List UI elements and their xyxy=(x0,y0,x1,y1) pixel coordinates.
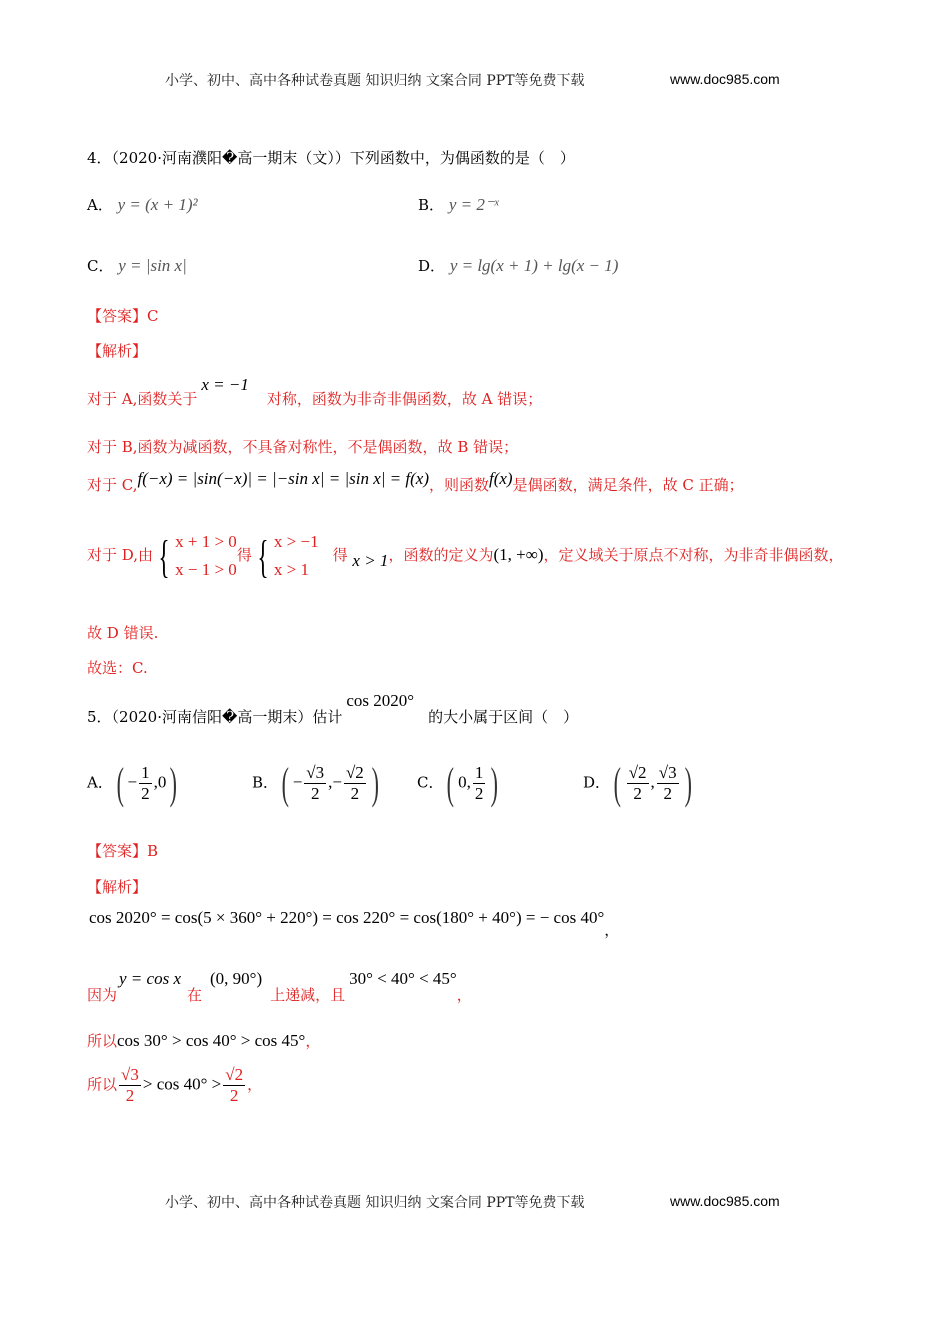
q4-line-a: 对于 A,函数关于x = −1对称，函数为非奇非偶函数，故 A 错误； xyxy=(87,375,543,408)
q4-line-c: 对于 C,f(−x) = |sin(−x)| = |−sin x| = |sin x| = f(x)，则函数f(x)是偶函数，满足条件，故 C 正确； xyxy=(87,469,744,494)
q4-option-a: A． y = (x + 1)² xyxy=(87,195,198,214)
q4-line-d: 对于 D,由 { x + 1 > 0 x − 1 > 0 得 { x > −1 x > 1 得 x > 1，函数的定义为(1, +∞)，定义域关于原点不对称，为非奇非偶函数， xyxy=(87,530,844,582)
q5-stem: 5．（2020·河南信阳�高一期末）估计cos 2020°的大小属于区间（ ） xyxy=(87,691,579,726)
q5-line-3: 所以cos 30° > cos 40° > cos 45°， xyxy=(87,1031,321,1050)
q4-line-d2: 故 D 错误. xyxy=(87,624,159,642)
q5-analysis-label: 【解析】 xyxy=(87,878,148,896)
q4-line-b: 对于 B,函数为减函数，不具备对称性，不是偶函数，故 B 错误； xyxy=(87,438,519,456)
q4-analysis-label: 【解析】 xyxy=(87,342,148,360)
header-site-link[interactable]: www.doc985.com xyxy=(670,71,780,87)
q5-line-1: cos 2020° = cos(5 × 360° + 220°) = cos 220° = cos(180° + 40°) = − cos 40°， xyxy=(89,908,620,939)
q5-answer: 【答案】B xyxy=(87,842,159,860)
q4-stem: 4．（2020·河南濮阳�高一期末（文））下列函数中，为偶函数的是（ ） xyxy=(87,149,575,167)
q4-option-b: B． y = 2⁻ˣ xyxy=(418,195,499,214)
footer-site-link[interactable]: www.doc985.com xyxy=(670,1193,780,1209)
q5-option-d: D．( $\frac{√2}{2}$ , $\frac{√3}{2}$ ) xyxy=(583,759,692,808)
q4-option-d: D． y = lg(x + 1) + lg(x − 1) xyxy=(418,256,619,275)
q4-choose: 故选：C. xyxy=(87,659,148,677)
q5-line-4: 所以 $\frac{√3}{2}$ > cos 40° > $\frac{√2}{2}$ ， xyxy=(87,1065,263,1105)
q5-option-a: A．( − $\frac{1}{2}$ ,0) xyxy=(87,759,178,808)
q4-option-c: C． y = |sin x| xyxy=(87,256,187,275)
header-text: 小学、初中、高中各种试卷真题 知识归纳 文案合同 PPT等免费下载 xyxy=(165,73,585,89)
q4-answer: 【答案】C xyxy=(87,307,159,325)
q5-option-b: B．( − $\frac{√3}{2}$ ,− $\frac{√2}{2}$ ) xyxy=(252,759,379,808)
q5-option-c: C．( 0, $\frac{1}{2}$ ) xyxy=(417,759,499,808)
footer-text: 小学、初中、高中各种试卷真题 知识归纳 文案合同 PPT等免费下载 xyxy=(165,1195,585,1211)
q5-line-2: 因为y = cos x在(0, 90°)上递减，且30° < 40° < 45°， xyxy=(87,969,472,1004)
